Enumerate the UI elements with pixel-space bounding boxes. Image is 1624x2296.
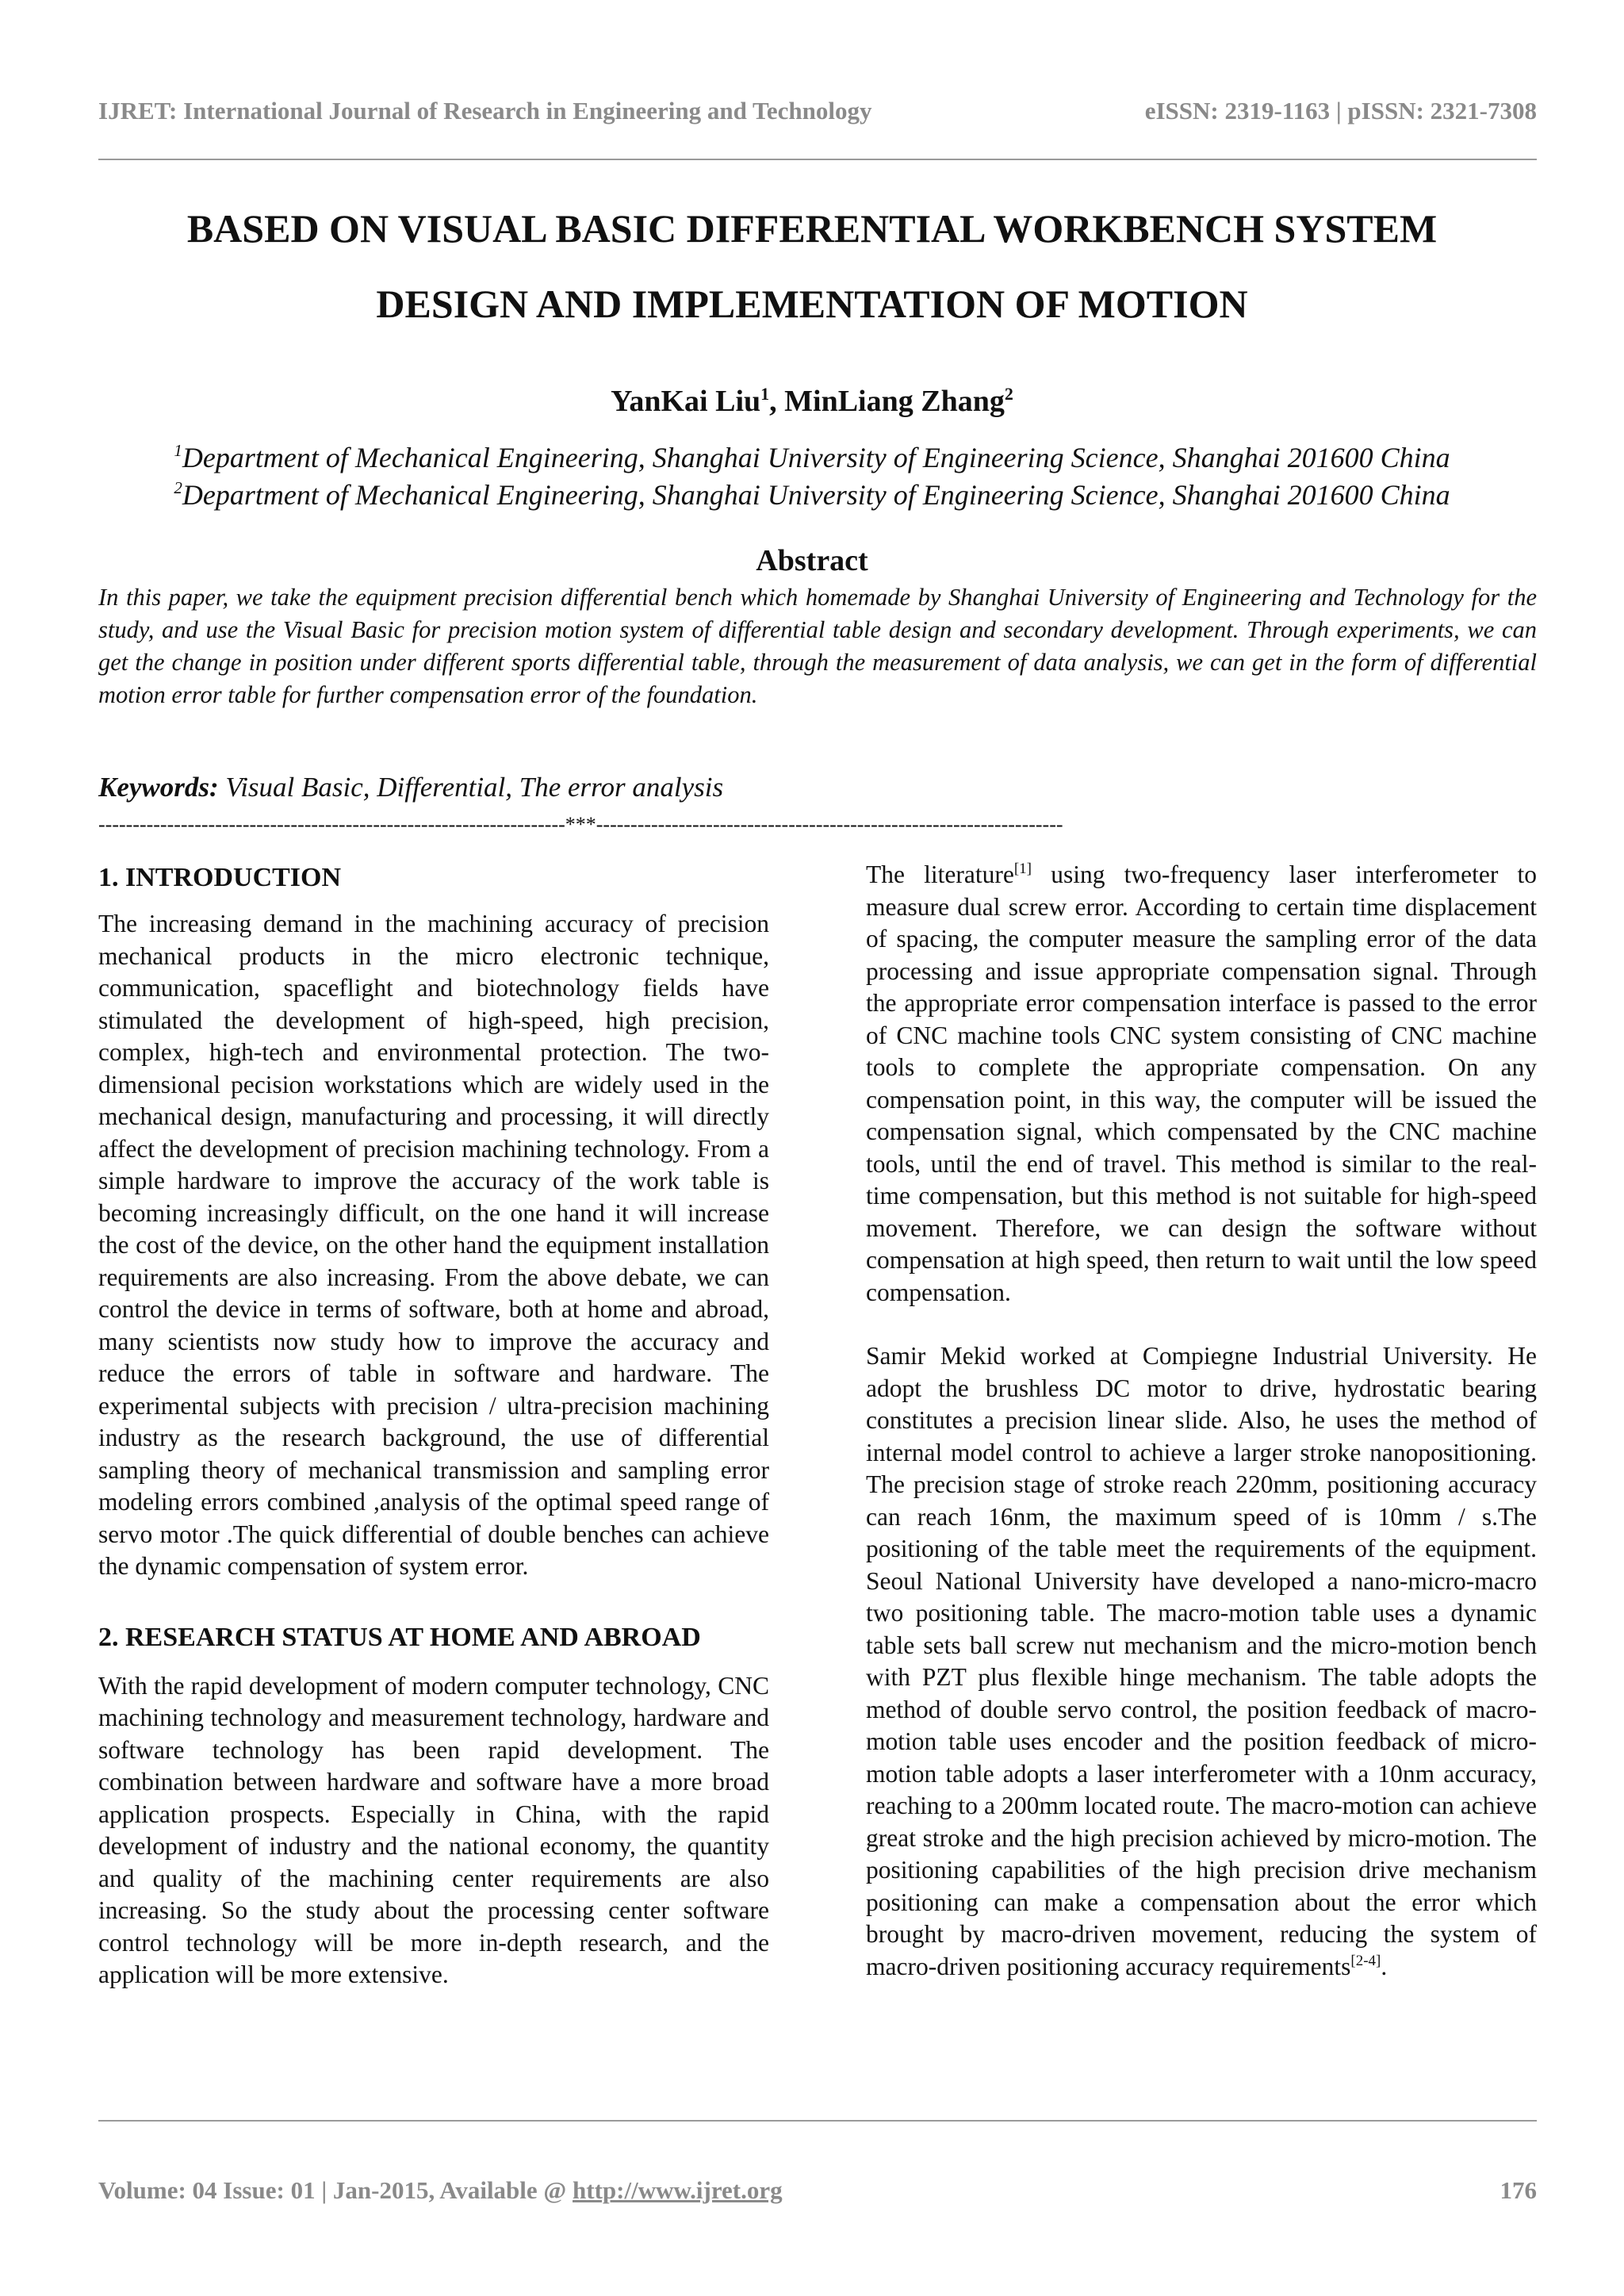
literature-text-rest: using two-frequency laser interferometer to measure dual screw error. According to certain time displacement of spacing, the computer measure the sampling error of the data processing and issue appropriate compensation signal. Through the appropriate error compensation interface is passed to the error of CNC machine tools CNC system consisting of CNC machine tools to complete the appropriate compensation. On any compensation point, in this way, the computer will be issued the compensation signal, which compensated by the CNC machine tools, until the end of travel. This method is similar to the real-time compensation, but this method is not suitable for high-speed movement. Therefore, we can design the software without compensation at high speed, then return to wait until the low speed compensation. — [866, 861, 1538, 1306]
abstract-heading: Abstract — [756, 544, 868, 577]
volume-info — [98, 2176, 783, 2205]
journal-link[interactable]: http://www.ijret.org — [573, 2176, 783, 2204]
keywords-text: Visual Basic, Differential, The error analysis — [225, 772, 724, 803]
left-column — [98, 859, 769, 1991]
author-affiliation-mark: 2 — [1004, 384, 1013, 404]
issn-info: eISSN: 2319-1163 | pISSN: 2321-7308 — [1144, 97, 1537, 125]
research-status-paragraph: With the rapid development of modern computer technology, CNC machining technology and measurement technology, hardware and software technology has been rapid development. The combination between hardware and software have a more broad application prospects. Especially in China, with the rapid development of industry and the national economy, the quantity and quality of the machining center requirements are also increasing. So the study about the processing center software control technology will be more in-depth research, and the application will be more extensive. — [98, 1671, 769, 1988]
affiliation-mark: 1 — [174, 441, 182, 460]
literature-text-start: The literature — [866, 861, 1014, 888]
mekid-paragraph — [866, 1340, 1537, 1983]
abstract-text: In this paper, we take the equipment precision differential bench which homemade by Shanghai University of Engineering and Technology for the study, and use the Visual Basic for precision motion system of differential table design and secondary development. Through experiments, we can get the change in position under different sports differential table, through the measurement of data analysis, we can get in the form of differential motion error table for further compensation error of the foundation. — [98, 584, 1537, 708]
literature-paragraph — [866, 859, 1537, 1309]
keywords-label: Keywords: — [98, 772, 219, 803]
paper-title-line-2: DESIGN AND IMPLEMENTATION OF MOTION — [376, 282, 1248, 326]
paper-title-line-1: BASED ON VISUAL BASIC DIFFERENTIAL WORKBENCH SYSTEM — [186, 206, 1438, 251]
affiliation-text: Department of Mechanical Engineering, Shanghai University of Engineering Science, Shanghai 201600 China — [182, 479, 1450, 511]
author-name: YanKai Liu — [611, 385, 761, 418]
affiliation-1 — [0, 440, 1624, 475]
authors — [0, 383, 1624, 420]
page-number: 176 — [1500, 2176, 1537, 2204]
section-heading-research-status: 2. RESEARCH STATUS AT HOME AND ABROAD — [98, 1622, 701, 1652]
footer — [98, 2176, 1537, 2216]
author-affiliation-mark: 1 — [760, 384, 770, 404]
header-rule — [98, 159, 1537, 160]
running-header — [98, 97, 1537, 141]
section-heading-introduction: 1. INTRODUCTION — [98, 863, 342, 892]
citation-ref: [1] — [1013, 861, 1032, 877]
volume-text: Volume: 04 Issue: 01 | Jan-2015, Available @ — [98, 2176, 573, 2204]
section-separator: --------------------------------------------------------------------***-------------------------------------------------------------------- — [98, 813, 1063, 836]
introduction-paragraph: The increasing demand in the machining accuracy of precision mechanical products in the micro electronic technique, communication, spaceflight and biotechnology fields have stimulated the development of high-speed, high precision, complex, high-tech and environmental protection. The two-dimensional pecision workstations which are widely used in the mechanical design, manufacturing and processing, it will directly affect the development of precision machining technology. From a simple hardware to improve the accuracy of the work table is becoming increasingly difficult, on the one hand it will increase the cost of the device, on the other hand the equipment installation requirements are also increasing. From the above debate, we can control the device in terms of software, both at home and abroad, many scientists now study how to improve the accuracy and reduce the errors of table in software and hardware. The experimental subjects with precision / ultra-precision machining industry as the research background, the use of differential sampling theory of mechanical transmission and sampling error modeling errors combined ,analysis of the optimal speed range of servo motor .The quick differential of double benches can achieve the dynamic compensation of system error. — [98, 910, 769, 1580]
keywords — [98, 770, 1537, 805]
citation-ref: [2-4] — [1350, 1952, 1381, 1969]
journal-name: IJRET: International Journal of Research in Engineering and Technology — [98, 97, 872, 125]
author-separator: , — [769, 385, 785, 418]
mekid-text: Samir Mekid worked at Compiegne Industrial University. He adopt the brushless DC motor to drive, hydrostatic bearing constitutes a precision linear slide. Also, he uses the method of internal model control to achieve a larger stroke nanopositioning. The precision stage of stroke reach 220mm, positioning accuracy can reach 16nm, the maximum speed of is 10mm / s.The positioning of the table meet the requirements of the equipment. Seoul National University have developed a nano-micro-macro two positioning table. The macro-motion table uses a dynamic table sets ball screw nut mechanism and the micro-motion bench with PZT plus flexible hinge mechanism. The table adopts the method of double servo control, the position feedback of macro-motion table uses encoder and the position feedback of micro-motion table adopts a laser interferometer with a 10nm accuracy, reaching to a 200mm located route. The macro-motion can achieve great stroke and the high precision achieved by micro-motion. The positioning capabilities of the high precision drive mechanism positioning can make a compensation about the error which brought by macro-driven movement, reducing the system of macro-driven positioning accuracy requirements — [866, 1342, 1537, 1980]
affiliation-mark: 2 — [174, 478, 182, 497]
author-name: MinLiang Zhang — [784, 385, 1005, 418]
right-column — [866, 859, 1537, 1983]
affiliation-text: Department of Mechanical Engineering, Shanghai University of Engineering Science, Shanghai 201600 China — [182, 442, 1450, 473]
footer-rule — [98, 2120, 1537, 2122]
paragraph-end: . — [1381, 1952, 1388, 1980]
affiliation-2 — [0, 477, 1624, 512]
